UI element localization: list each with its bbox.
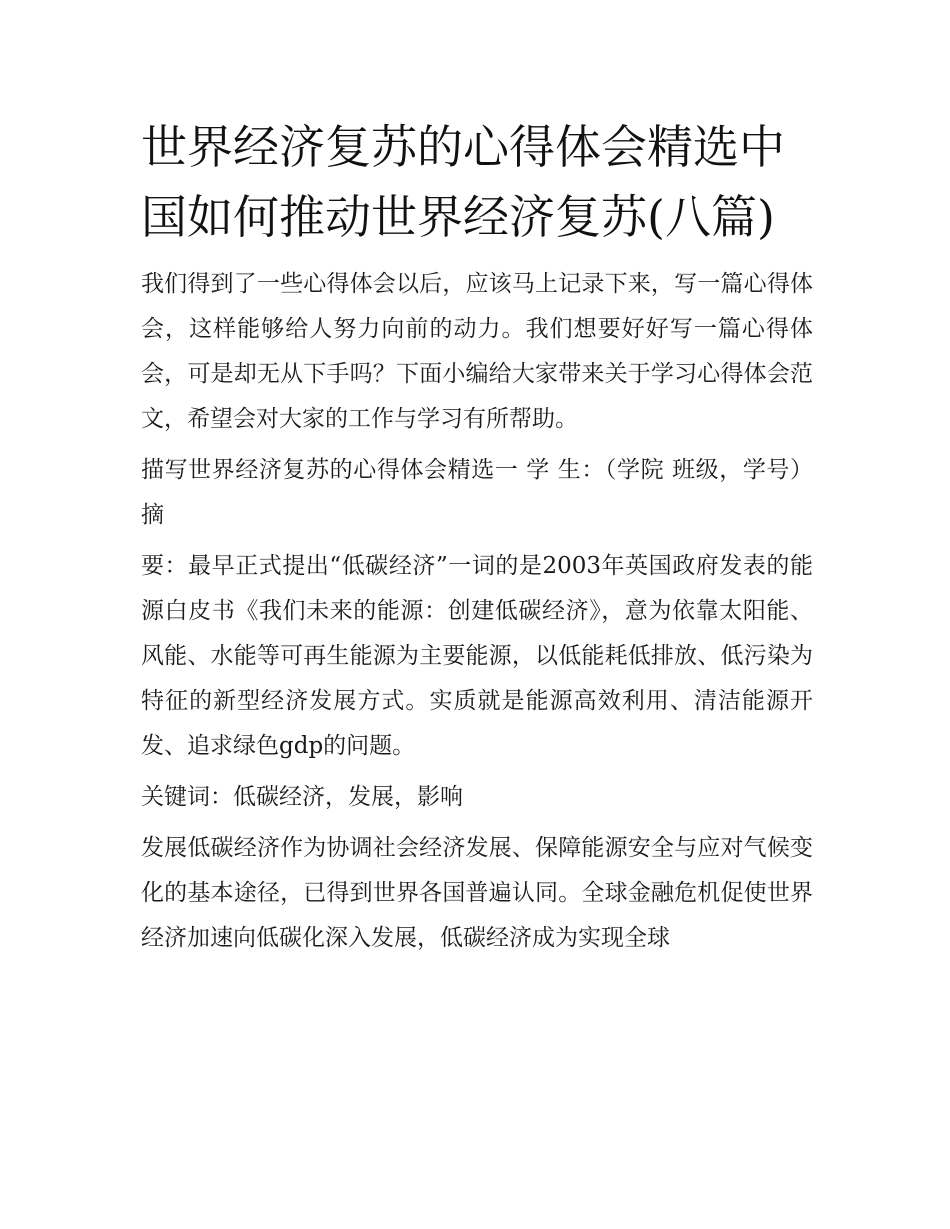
document-body [141,262,813,961]
keywords-line: 关键词：低碳经济，发展，影响 [141,784,463,810]
body-paragraph: 发展低碳经济作为协调社会经济发展、保障能源安全与应对气候变化的基本途径，已得到世界各国普遍认同。全球金融危机促使世界经济加速向低碳化深入发展，低碳经济成为实现全球 [141,835,813,951]
section-heading-line: 描写世界经济复苏的心得体会精选一 学 生：（学院 班级，学号） 摘 [141,457,813,528]
intro-paragraph: 我们得到了一些心得体会以后，应该马上记录下来，写一篇心得体会，这样能够给人努力向前的动力。我们想要好好写一篇心得体会，可是却无从下手吗？下面小编给大家带来关于学习心得体会范文，希望会对大家的工作与学习有所帮助。 [141,271,813,432]
document-content [141,112,813,961]
document-title: 世界经济复苏的心得体会精选中国如何推动世界经济复苏(八篇) [141,120,785,244]
abstract-paragraph: 要：最早正式提出“低碳经济”一词的是2003年英国政府发表的能源白皮书《我们未来的能源：创建低碳经济》，意为依靠太阳能、风能、水能等可再生能源为主要能源，以低能耗低排放、低污染为特征的新型经济发展方式。实质就是能源高效利用、清洁能源开发、追求绿色gdp的问题。 [141,553,813,759]
